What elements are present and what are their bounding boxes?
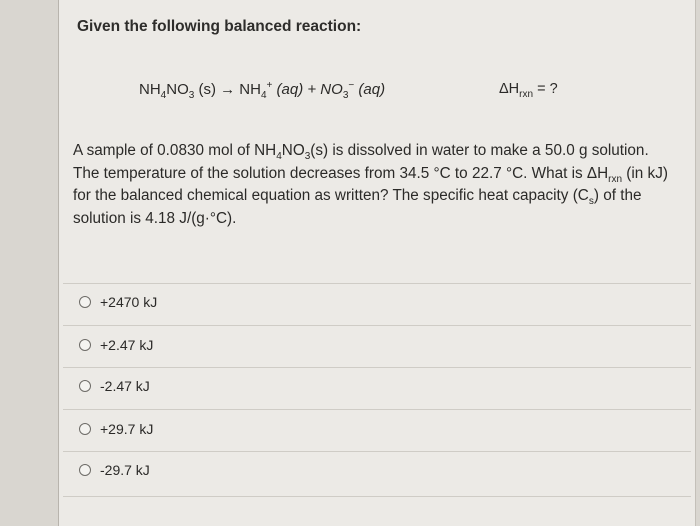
radio-button[interactable] [79,423,91,435]
divider [63,496,691,497]
option-label: -29.7 kJ [100,462,150,478]
answer-option[interactable] [79,375,150,397]
answer-option[interactable] [79,291,157,313]
reaction-text: $NH_4NO_3$ $(s) \to NH_4^+$ $(aq) + NO_3^-$ (aq) [139,80,386,101]
radio-button[interactable] [79,380,91,392]
answer-option[interactable] [79,459,150,481]
radio-button[interactable] [79,296,91,308]
reaction-equation [139,80,386,101]
answer-option[interactable] [79,418,153,440]
divider [63,367,691,368]
option-label: +29.7 kJ [100,421,154,437]
divider [63,283,691,284]
divider [63,451,691,452]
answer-option[interactable] [79,334,153,356]
question-header: Given the following balanced reaction: [77,18,362,35]
divider [63,325,691,326]
option-label: +2470 kJ [100,294,158,310]
option-label: +2.47 kJ [100,337,154,353]
question-card [58,0,696,526]
radio-button[interactable] [79,464,91,476]
divider [63,409,691,410]
reaction-enthalpy: $\Delta H_{rxn}$ = ? [499,81,558,100]
option-label: -2.47 kJ [100,378,150,394]
question-text: A sample of 0.0830 mol of $NH_4NO_3(s)$ is dissolved in water to make a 50.0 g solution. The temperature of the solution decreases from 34.5 °C to 22.7 °C. What is $\Delta H_{rxn}$ (in kJ) for the balanced chemical equation as written? The specific heat capacity $(C_s)$ of the solution is 4.18 J/(g·°C). [73,142,668,227]
radio-button[interactable] [79,339,91,351]
